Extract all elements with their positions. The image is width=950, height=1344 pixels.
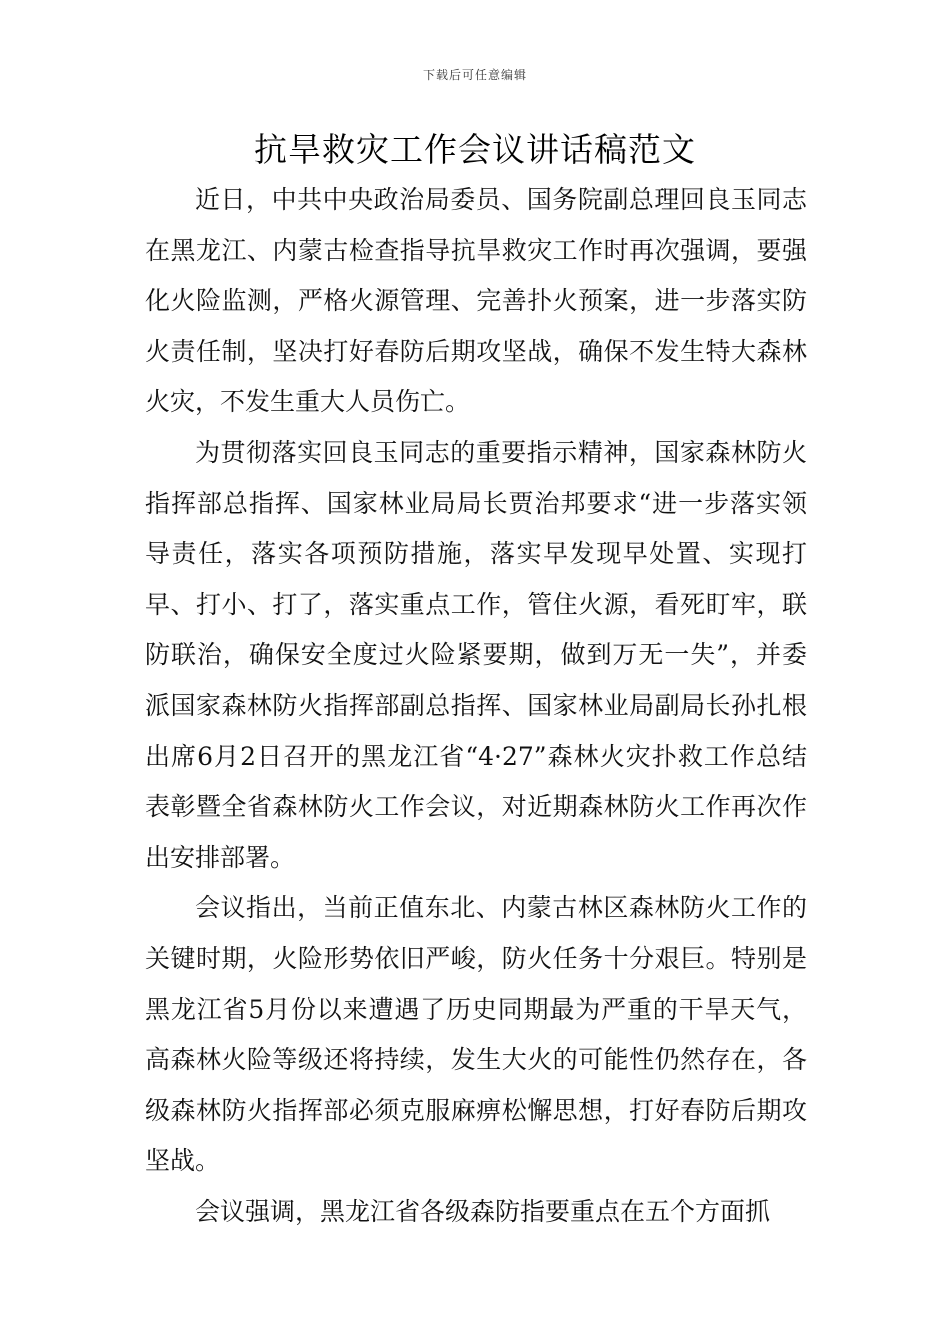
document-title: 抗旱救灾工作会议讲话稿范文: [254, 130, 696, 169]
paragraph-3: 会议指出，当前正值东北、内蒙古林区森林防火工作的关键时期，火险形势依旧严峻，防火任务十分艰巨。特别是黑龙江省5月份以来遭遇了历史同期最为严重的干旱天气，高森林火险等级还将持续，发生大火的可能性仍然存在，各级森林防火指挥部必须克服麻痹松懈思想，打好春防后期攻坚战。: [145, 893, 807, 1176]
paragraph-2: 为贯彻落实回良玉同志的重要指示精神，国家森林防火指挥部总指挥、国家林业局局长贾治邦要求“进一步落实领导责任，落实各项预防措施，落实早发现早处置、实现打早、打小、打了，落实重点工作，管住火源，看死盯牢，联防联治，确保安全度过火险紧要期，做到万无一失”，并委派国家森林防火指挥部副总指挥、国家林业局副局长孙扎根出席6月2日召开的黑龙江省“4·27”森林火灾扑救工作总结表彰暨全省森林防火工作会议，对近期森林防火工作再次作出安排部署。: [145, 437, 807, 872]
paragraph-4: 会议强调，黑龙江省各级森防指要重点在五个方面抓: [195, 1196, 771, 1226]
paragraph-1: 近日，中共中央政治局委员、国务院副总理回良玉同志在黑龙江、内蒙古检查指导抗旱救灾工作时再次强调，要强化火险监测，严格火源管理、完善扑火预案，进一步落实防火责任制，坚决打好春防后期攻坚战，确保不发生特大森林火灾，不发生重大人员伤亡。: [145, 185, 807, 417]
document-body: [145, 175, 807, 1237]
header-note: 下载后可任意编辑: [422, 68, 527, 82]
